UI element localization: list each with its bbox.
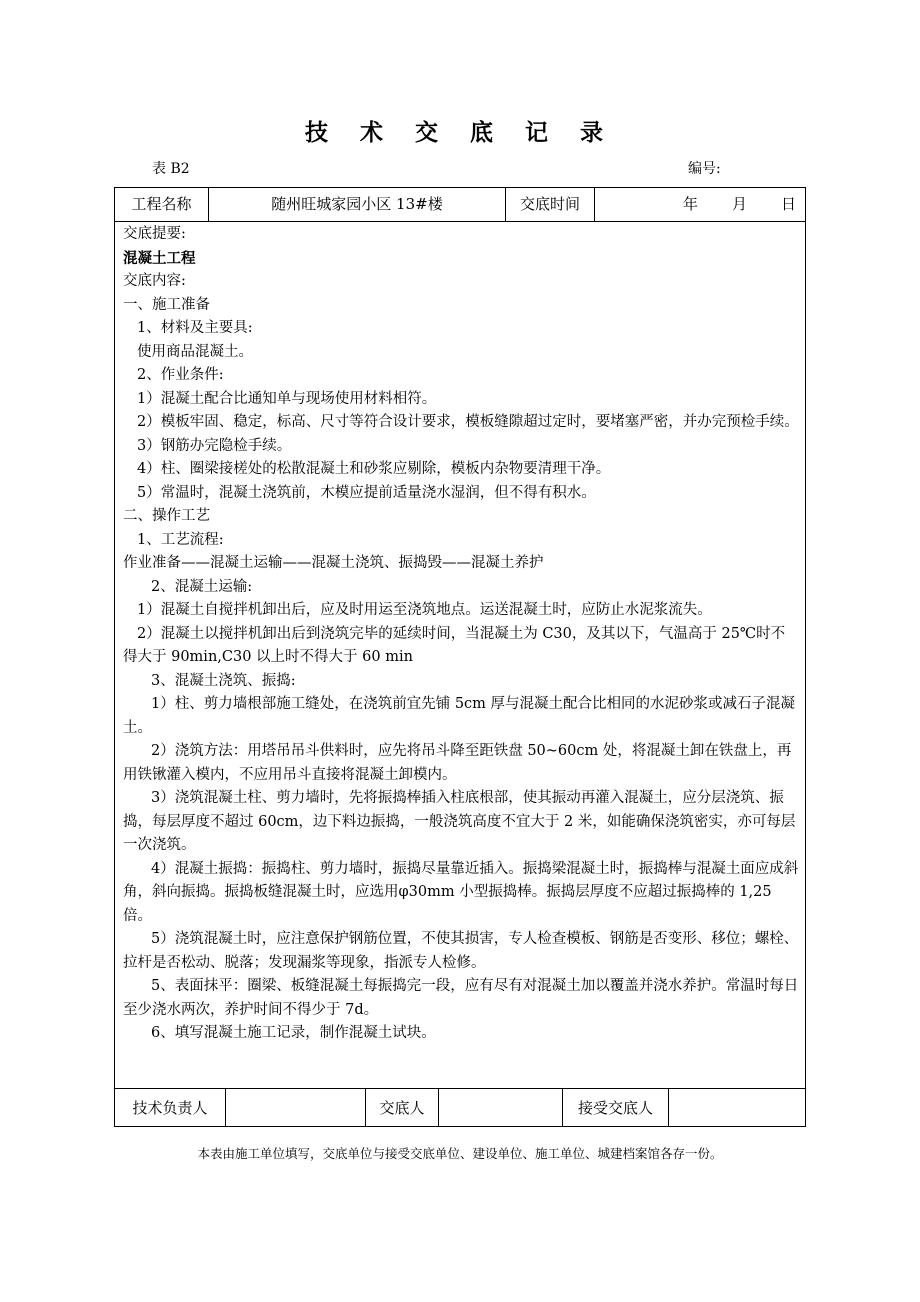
paragraph: 3）钢筋办完隐检手续。	[137, 437, 292, 454]
paragraph: 4）柱、圈梁接槎处的松散混凝土和砂浆应剔除，模板内杂物要清理干净。	[137, 461, 611, 477]
form-code: 表 B2	[152, 161, 190, 177]
paragraph: 6、填写混凝土施工记录，制作混凝土试块。	[151, 1025, 436, 1041]
record-table	[114, 187, 806, 1127]
content-label: 交底内容:	[123, 273, 186, 289]
receiver-signature[interactable]	[669, 1089, 805, 1127]
paragraph: 4）混凝土振捣：振捣柱、剪力墙时，振捣尽量靠近插入。振捣梁混凝土时，振捣棒与混凝土面应成斜角，斜向振捣。振捣板缝混凝土时，应选用φ30mm 小型振捣棒。振捣层厚度不应超过振捣棒的 1,25 倍。	[123, 860, 799, 924]
header-row	[115, 188, 805, 222]
paragraph: 5）常温时，混凝土浇筑前，木模应提前适量浇水湿润，但不得有积水。	[137, 484, 596, 501]
section-heading: 一、施工准备	[123, 296, 210, 313]
disclosure-content	[123, 223, 799, 1046]
receiver-label: 接受交底人	[577, 1099, 653, 1117]
paragraph: 5）浇筑混凝土时，应注意保护钢筋位置，不使其损害，专人检查模板、钢筋是否变形、移位；螺栓、拉杆是否松动、脱落；发现漏浆等现象，指派专人检修。	[123, 931, 799, 971]
date-day: 日	[781, 195, 797, 213]
project-name-value: 随州旺城家园小区 13#楼	[271, 195, 443, 213]
paragraph: 3、混凝土浇筑、振捣:	[151, 672, 296, 689]
paragraph: 使用商品混凝土。	[137, 343, 253, 360]
paragraph: 1）混凝土自搅拌机卸出后，应及时用运至浇筑地点。运送混凝土时，应防止水泥浆流失。	[137, 602, 712, 618]
tech-lead-label: 技术负责人	[132, 1099, 208, 1117]
date-month: 月	[732, 195, 748, 213]
date-year: 年	[683, 195, 699, 213]
presenter-label: 交底人	[379, 1099, 425, 1117]
date-label: 交底时间	[519, 195, 580, 213]
footnote: 本表由施工单位填写，交底单位与接受交底单位、建设单位、施工单位、城建档案馆各存一份。	[197, 1146, 723, 1161]
summary-label: 交底提要:	[123, 226, 186, 242]
number-label: 编号:	[688, 161, 721, 177]
section-heading: 二、操作工艺	[123, 508, 210, 524]
signature-row	[115, 1088, 805, 1127]
paragraph: 1、材料及主要具:	[137, 320, 253, 336]
paragraph: 3）浇筑混凝土柱、剪力墙时，先将振捣棒插入柱底根部，使其振动再灌入混凝土，应分层浇筑、振捣，每层厚度不超过 60cm，边下料边振捣，一般浇筑高度不宜大于 2 米，如能确保浇筑密实，亦可每层一次浇筑。	[123, 790, 796, 853]
paragraph: 2、混凝土运输:	[151, 578, 253, 595]
document-title: 技 术 交 底 记 录	[304, 119, 616, 146]
paragraph: 2、作业条件:	[137, 367, 224, 383]
tech-lead-signature[interactable]	[226, 1089, 365, 1127]
paragraph: 1）柱、剪力墙根部施工缝处，在浇筑前宜先铺 5cm 厚与混凝土配合比相同的水泥砂浆或减石子混凝土。	[123, 696, 796, 736]
paragraph: 1、工艺流程:	[137, 531, 224, 548]
paragraph: 2）混凝土以搅拌机卸出后到浇筑完毕的延续时间，当混凝土为 C30，及其以下，气温高于 25℃时不得大于 90min,C30 以上时不得大于 60 min	[123, 625, 786, 665]
paragraph: 作业准备——混凝土运输——混凝土浇筑、振捣毁——混凝土养护	[123, 555, 544, 571]
paragraph: 5、表面抹平：圈梁、板缝混凝土每振捣完一段，应有尽有对混凝土加以覆盖并浇水养护。常温时每日至少浇水两次，养护时间不得少于 7d。	[123, 978, 799, 1018]
paragraph: 2）浇筑方法：用塔吊吊斗供料时，应先将吊斗降至距铁盘 50~60cm 处，将混凝土卸在铁盘上，再用铁锹灌入模内，不应用吊斗直接将混凝土卸模内。	[123, 743, 792, 783]
paragraph: 2）模板牢固、稳定，标高、尺寸等符合设计要求，模板缝隙超过定时，要堵塞严密，并办完预检手续。	[137, 414, 799, 430]
presenter-signature[interactable]	[439, 1089, 562, 1127]
summary-value: 混凝土工程	[123, 249, 196, 267]
project-name-label: 工程名称	[131, 195, 192, 213]
paragraph: 1）混凝土配合比通知单与现场使用材料相符。	[137, 390, 437, 407]
